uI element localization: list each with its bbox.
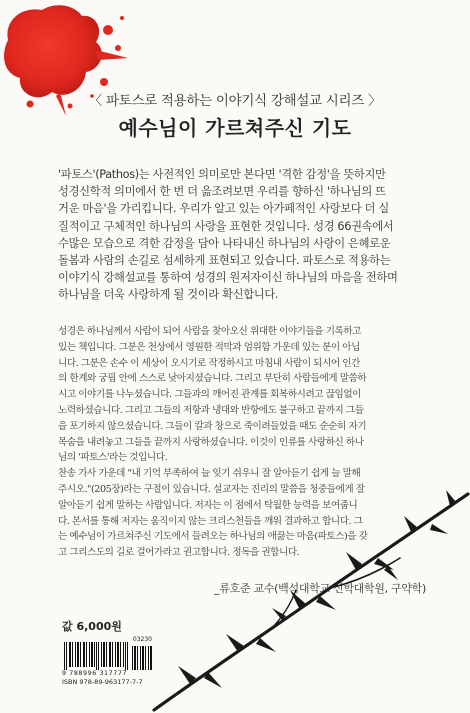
review-line: 을 포기하지 않으셨습니다. 그들이 칼과 창으로 죽이려들었을 때도 순순히 자기 [58,420,367,432]
intro-line: 이야기식 강해설교를 통하여 성경의 원저자이신 하나님의 마음을 전하며 [58,271,398,285]
review-line: 니다. 그분은 손수 이 세상이 오시기로 작정하시고 마침내 사람이 되시어 인간 [58,357,360,369]
review-line: 는 예수님이 가르쳐주신 기도에서 들려오는 하나님의 애끓는 마음(파토스)을 갖 [58,531,368,543]
review-line: 다. 본서를 통해 저자는 움직이지 않는 크리스천들을 깨워 결과하고 합니다. 그 [58,515,363,527]
review-line: 찬송 가사 가운데 "내 기억 부족하여 늘 잊기 쉬우니 잘 알아듣기 쉽게 늘 말해 [58,468,361,480]
barcode-icon [62,642,154,670]
intro-paragraph [58,166,423,304]
review-line: 알아듣기 쉽게 말하는 사람입니다. 저자는 이 점에서 탁월한 능력을 보여줍니 [58,499,358,511]
addon-code: 03230 [132,636,152,643]
review-line: 성경은 하나님께서 사람이 되어 사람을 찾아오신 위대한 이야기들을 기록하고 [58,326,361,337]
thorn-branch [150,470,470,713]
isbn-number: ISBN 978-89-963177-7-7 [62,678,143,686]
intro-line: '파토스'(Pathos)는 사전적인 의미로만 본다면 '격한 감정'을 뜻하지만 [58,168,386,181]
book-title: 예수님이 가르쳐주신 기도 [118,116,352,140]
review-line: 있는 책입니다. 그분은 천상에서 영원한 적막과 엄위함 가운데 있는 분이 아닙 [58,341,360,353]
intro-line: 질적이고 구체적인 하나님의 사랑을 표현한 것입니다. 성경 66권속에서 [58,219,394,233]
review-line: 님의 '파토스'라는 것입니다. [58,452,168,464]
review-line: 시고 이야기를 나누셨습니다. 그들과의 깨어진 관계를 회복하시려고 끊임없이 [58,389,361,401]
review-line: 고 그리스도의 길로 걸어가라고 권고합니다. 정독을 권합니다. [58,547,300,559]
series-title: 〈 파토스로 적용하는 이야기식 강해설교 시리즈 〉 [88,93,382,109]
review-line: 의 한계와 궁핍 안에 스스로 낮아지셨습니다. 그리고 부단히 사람들에게 말씀하 [58,373,367,385]
barcode-digits: 9 788996 317777 [62,670,128,677]
intro-line: 성경신학적 의미에서 한 번 더 읊조려보면 우리를 향하신 '하나님의 뜨 [58,185,386,199]
intro-line: 하나님을 더욱 사랑하게 될 것이라 확신합니다. [58,288,279,302]
review-line: 목숨을 내려놓고 그들을 끝까지 사랑하셨습니다. 이것이 인류를 사랑하신 하나 [58,436,364,448]
intro-line: 수많은 모습으로 격한 감정을 담아 나타내신 하나님의 사랑이 은혜로운 [58,236,391,250]
author-credit: _류호준 교수(백석대학교 신학대학원, 구약학) [214,582,426,595]
intro-line: 돌봄과 사람의 손길로 섬세하게 표현되고 있습니다. 파토스로 적용하는 [58,254,391,268]
review-line: 주시오."(205장)라는 구절이 있습니다. 설교자는 진리의 말씀을 청중들에게 잘 [58,483,365,495]
review-line: 노력하셨습니다. 그리고 그들의 저항과 냉대와 반항에도 불구하고 끝까지 그들 [58,404,364,416]
price-label: 값 6,000원 [62,620,122,633]
intro-line: 거운 마음'을 가리킵니다. 우리가 알고 있는 아가페적인 사랑보다 더 실 [58,202,389,216]
